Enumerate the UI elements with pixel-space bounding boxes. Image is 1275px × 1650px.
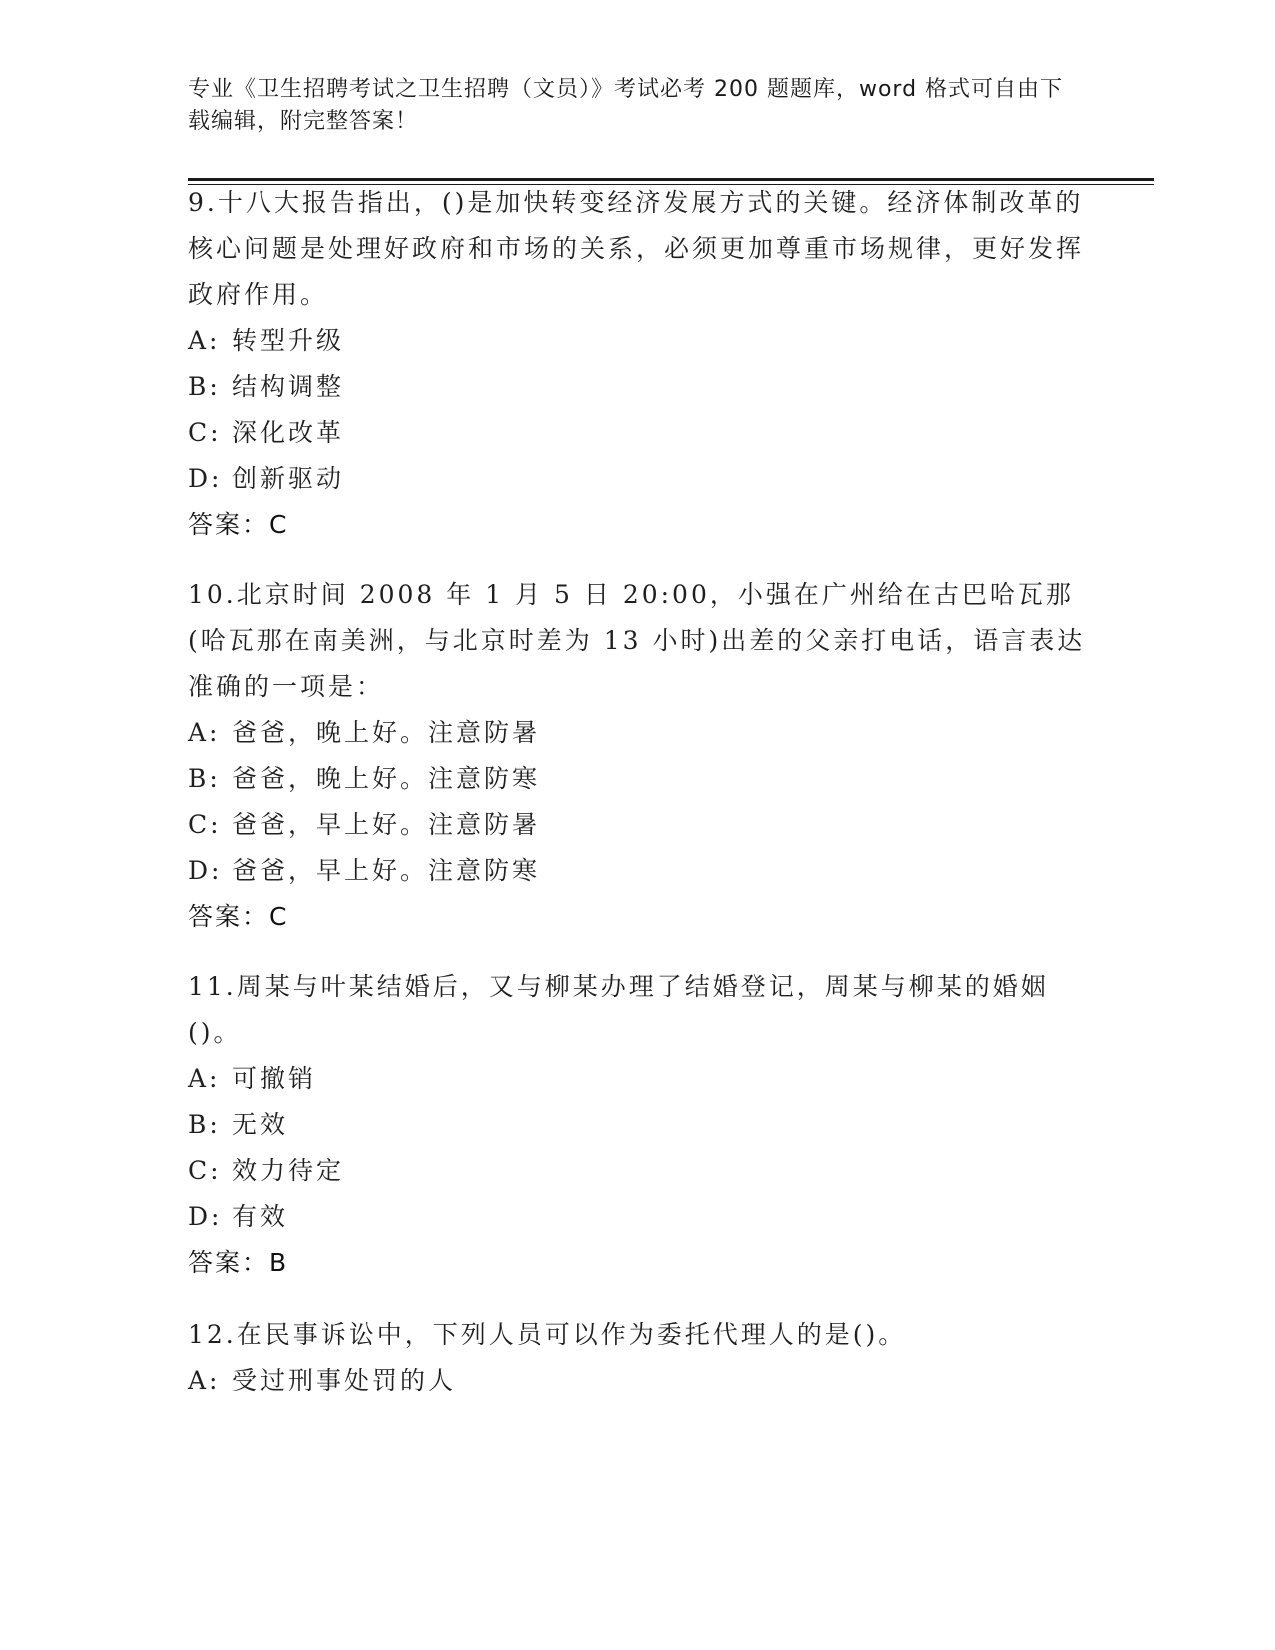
option-text: 爸爸，晚上好。注意防暑 xyxy=(232,718,541,747)
option-letter: D: xyxy=(188,464,223,493)
option-text: 有效 xyxy=(232,1202,289,1231)
option-letter: A: xyxy=(188,1064,221,1093)
option-b xyxy=(188,1102,1088,1148)
question-11 xyxy=(188,964,1088,1286)
option-letter: B: xyxy=(188,372,221,401)
option-c xyxy=(188,410,1088,456)
option-letter: B: xyxy=(188,764,221,793)
option-b xyxy=(188,364,1088,410)
option-letter: C: xyxy=(188,1156,222,1185)
option-letter: A: xyxy=(188,718,221,747)
option-d xyxy=(188,848,1088,894)
option-letter: C: xyxy=(188,418,222,447)
option-text: 爸爸，早上好。注意防暑 xyxy=(232,810,541,839)
option-a xyxy=(188,710,1088,756)
option-c xyxy=(188,1148,1088,1194)
option-letter: A: xyxy=(188,1366,221,1395)
option-text: 深化改革 xyxy=(232,418,345,447)
option-letter: B: xyxy=(188,1110,221,1139)
document-header: 专业《卫生招聘考试之卫生招聘（文员）》考试必考 200 题题库，word 格式可自由下载编辑，附完整答案！ xyxy=(188,77,1064,134)
option-text: 受过刑事处罚的人 xyxy=(232,1366,457,1395)
option-letter: D: xyxy=(188,856,223,885)
question-9 xyxy=(188,180,1088,548)
question-stem: 12.在民事诉讼中，下列人员可以作为委托代理人的是()。 xyxy=(188,1320,907,1349)
option-a xyxy=(188,1358,1088,1404)
option-letter: C: xyxy=(188,810,222,839)
question-stem: 10.北京时间 2008 年 1 月 5 日 20:00，小强在广州给在古巴哈瓦那(哈瓦那在南美洲，与北京时差为 13 小时)出差的父亲打电话，语言表达准确的一项是： xyxy=(188,580,1086,701)
option-text: 转型升级 xyxy=(232,326,345,355)
answer-line: 答案：C xyxy=(188,510,289,539)
option-a xyxy=(188,1056,1088,1102)
question-stem: 11.周某与叶某结婚后，又与柳某办理了结婚登记，周某与柳某的婚姻()。 xyxy=(188,972,1049,1047)
question-12 xyxy=(188,1312,1088,1404)
option-d xyxy=(188,1194,1088,1240)
option-text: 结构调整 xyxy=(232,372,345,401)
answer-line: 答案：C xyxy=(188,902,289,931)
option-b xyxy=(188,756,1088,802)
option-text: 创新驱动 xyxy=(232,464,345,493)
option-a xyxy=(188,318,1088,364)
option-text: 效力待定 xyxy=(232,1156,345,1185)
answer-line: 答案：B xyxy=(188,1248,289,1277)
option-d xyxy=(188,456,1088,502)
option-c xyxy=(188,802,1088,848)
option-letter: A: xyxy=(188,326,221,355)
option-text: 无效 xyxy=(232,1110,289,1139)
option-text: 爸爸，早上好。注意防寒 xyxy=(232,856,541,885)
option-letter: D: xyxy=(188,1202,223,1231)
question-stem: 9.十八大报告指出，()是加快转变经济发展方式的关键。经济体制改革的核心问题是处理好政府和市场的关系，必须更加尊重市场规律，更好发挥政府作用。 xyxy=(188,188,1085,309)
question-10 xyxy=(188,572,1088,940)
option-text: 爸爸，晚上好。注意防寒 xyxy=(232,764,541,793)
option-text: 可撤销 xyxy=(232,1064,317,1093)
